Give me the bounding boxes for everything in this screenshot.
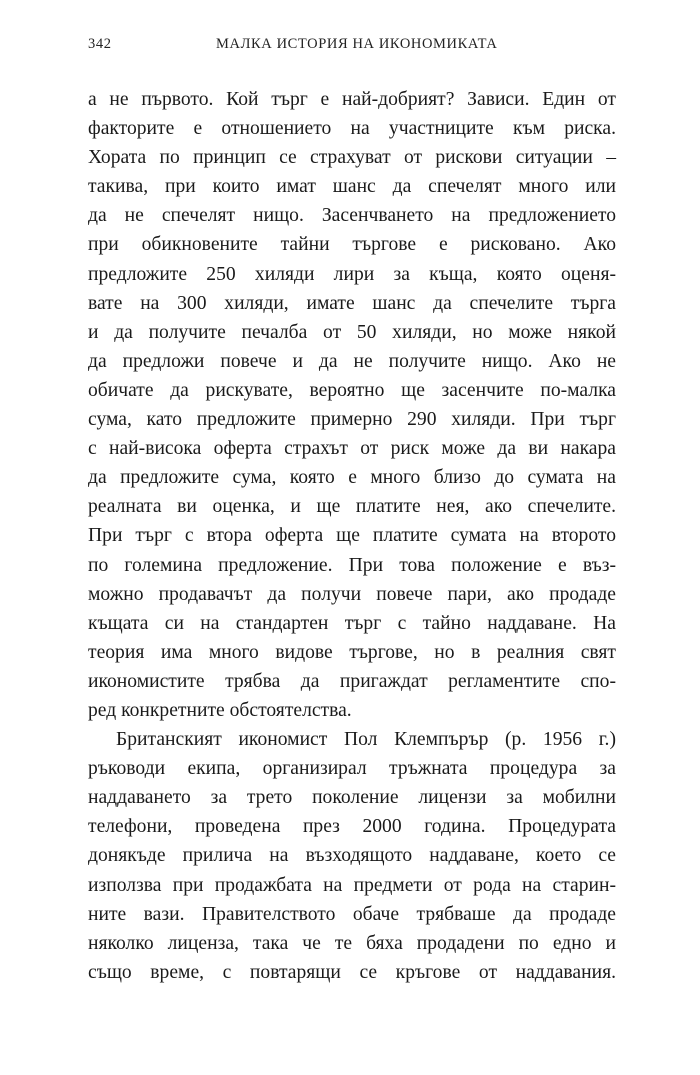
text-line: при обикновените тайни търгове е рисковано. Ако [88,234,616,256]
text-line: по големина предложение. При това положение е въз- [88,554,616,576]
book-title: МАЛКА ИСТОРИЯ НА ИКОНОМИКАТА [216,36,498,52]
text-line: наддаването за трето поколение лицензи за мобилни [88,787,616,809]
paragraph [88,85,616,725]
text-line: вате на 300 хиляди, имате шанс да спечелите търга [88,292,616,314]
text-line: ните вази. Правителството обаче трябваше да продаде [88,903,616,925]
text-line: Хората по принцип се страхуват от рискови ситуации – [88,147,616,169]
text-line: обичате да рискувате, вероятно ще засенчите по-малка [88,379,616,401]
text-line: икономистите трябва да пригаждат регламентите спо- [88,670,616,692]
text-line: факторите е отношението на участниците към риска. [88,118,616,140]
text-line: а не първото. Кой търг е най-добрият? Зависи. Един от [88,89,616,110]
text-line: да предложите сума, която е много близо до сумата на [88,467,616,489]
text-line: да предложи повече и да не получите нищо. Ако не [88,350,616,372]
text-line: няколко лиценза, така че те бяха продадени по едно и [88,932,616,954]
text-line: теория има много видове търгове, но в реалния свят [88,641,616,663]
text-line: къщата си на стандартен търг с тайно наддаване. На [88,612,616,634]
page-number: 342 [88,36,112,52]
text-line: сума, като предложите примерно 290 хиляди. При търг [88,409,616,431]
text-line: предложите 250 хиляди лири за къща, която оценя- [88,263,616,285]
text-line: При търг с втора оферта ще платите сумата на второто [88,525,616,547]
text-line: донякъде прилича на възходящото наддаване, което се [88,845,616,867]
text-line: телефони, проведена през 2000 година. Процедурата [88,816,616,838]
running-header [88,36,616,56]
text-line: ред конкретните обстоятелства. [88,699,352,721]
text-line: такива, при които имат шанс да спечелят много или [88,176,616,198]
text-line: използва при продажбата на предмети от рода на старин- [88,874,616,896]
text-line: също време, с повтарящи се кръгове от наддавания. [88,961,616,983]
paragraph [88,725,616,987]
text-line: реалната ви оценка, и ще платите нея, ако спечелите. [88,496,616,518]
text-line: можно продавачът да получи повече пари, ако продаде [88,583,616,605]
text-line: да не спечелят нищо. Засенчването на предложението [88,205,616,227]
text-line: с най-висока оферта страхът от риск може да ви накара [88,438,616,460]
text-line: и да получите печалба от 50 хиляди, но може някой [88,321,616,343]
text-line: ръководи екипа, организирал тръжната процедура за [88,758,616,780]
text-line: Британският икономист Пол Клемпърър (р. 1956 г.) [116,729,616,751]
body-text [88,85,616,987]
